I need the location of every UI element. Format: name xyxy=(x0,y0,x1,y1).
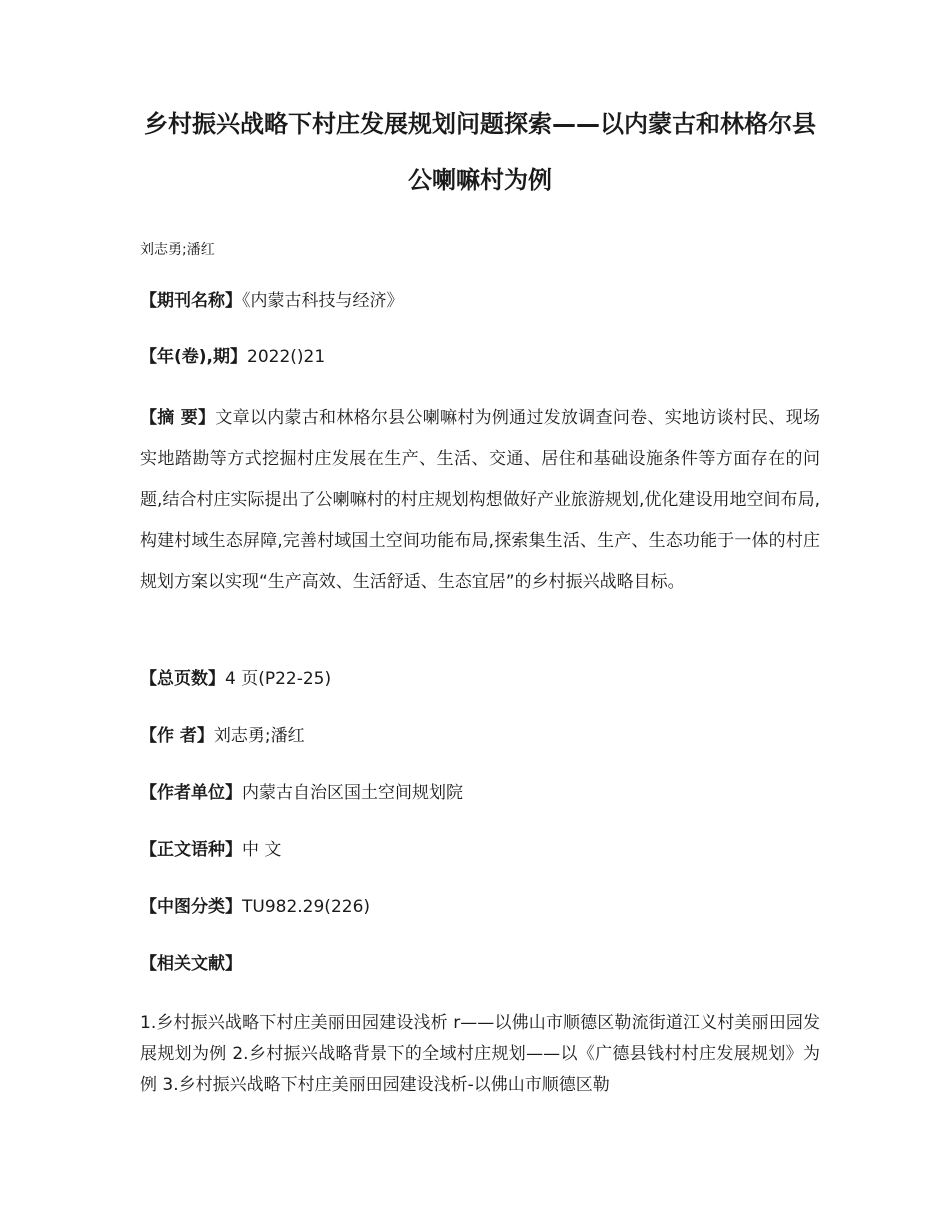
classification-value: TU982.29(226) xyxy=(242,897,371,917)
related-field xyxy=(140,953,820,975)
abstract-text: 文章以内蒙古和林格尔县公喇嘛村为例通过发放调查问卷、实地访谈村民、现场实地踏勘等方式挖掘村庄发展在生产、生活、交通、居住和基础设施条件等方面存在的问题,结合村庄实际提出了公喇嘛村的村庄规划构想做好产业旅游规划,优化建设用地空间布局,构建村域生态屏障,完善村域国土空间功能布局,探索集生活、生产、生态功能于一体的村庄规划方案以实现“生产高效、生活舒适、生态宜居”的乡村振兴战略目标。 xyxy=(140,408,821,592)
classification-field xyxy=(140,896,820,918)
classification-label: 【中图分类】 xyxy=(140,897,242,917)
author-line: 刘志勇;潘红 xyxy=(140,242,215,258)
language-value: 中 文 xyxy=(242,840,282,860)
year-issue-label: 【年(卷),期】 xyxy=(140,347,247,367)
related-literature-list: 1.乡村振兴战略下村庄美丽田园建设浅析 r——以佛山市顺德区勒流街道江义村美丽田园发展规划为例 2.乡村振兴战略背景下的全域村庄规划——以《广德县钱村村庄发展规划》为例 3.乡村振兴战略下村庄美丽田园建设浅析-以佛山市顺德区勒 xyxy=(140,1013,820,1095)
affiliation-field xyxy=(140,782,820,804)
language-label: 【正文语种】 xyxy=(140,840,242,860)
affiliation-label: 【作者单位】 xyxy=(140,783,242,803)
pages-label: 【总页数】 xyxy=(140,669,225,689)
pages-value: 4 页(P22-25) xyxy=(225,669,332,689)
journal-field xyxy=(140,290,820,312)
year-issue-field xyxy=(140,346,820,368)
abstract-field xyxy=(140,398,820,603)
abstract-label: 【摘 要】 xyxy=(140,408,216,428)
journal-value: 《内蒙古科技与经济》 xyxy=(242,291,404,311)
affiliation-value: 内蒙古自治区国土空间规划院 xyxy=(242,783,463,803)
related-label: 【相关文献】 xyxy=(140,954,242,974)
authors-value: 刘志勇;潘红 xyxy=(213,726,305,746)
authors-field xyxy=(140,725,820,747)
language-field xyxy=(140,839,820,861)
document-title: 乡村振兴战略下村庄发展规划问题探索——以内蒙古和林格尔县公喇嘛村为例 xyxy=(144,110,816,194)
journal-label: 【期刊名称】 xyxy=(140,291,242,311)
year-issue-value: 2022()21 xyxy=(247,347,326,367)
authors-label: 【作 者】 xyxy=(140,726,214,746)
pages-field xyxy=(140,668,820,690)
